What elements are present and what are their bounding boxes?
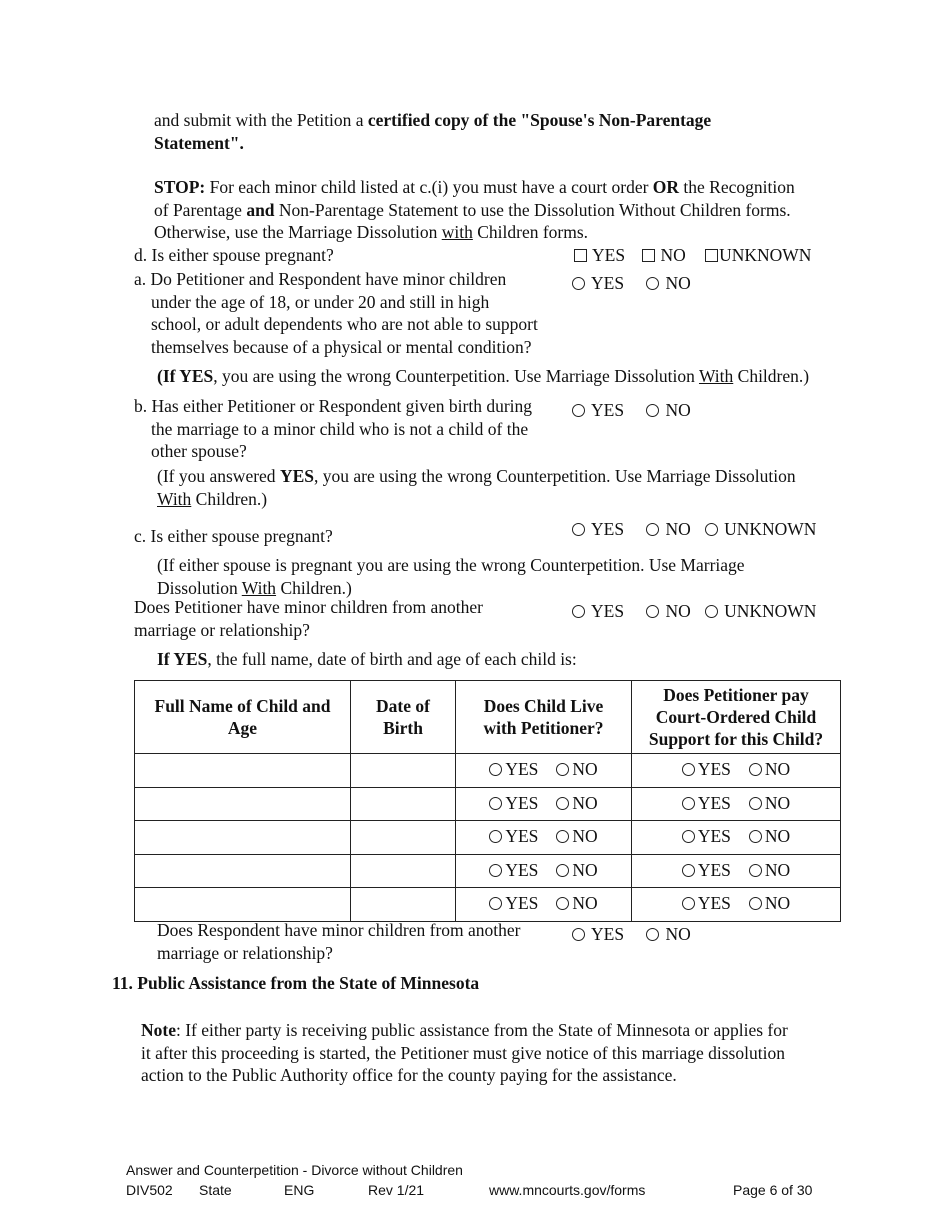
child-support-cell — [632, 821, 841, 855]
question-c-options — [572, 518, 816, 541]
radio-yes[interactable]: YES — [489, 793, 538, 814]
table-row — [135, 854, 841, 888]
radio-unknown[interactable]: UNKNOWN — [705, 518, 816, 541]
radio-no[interactable]: NO — [556, 759, 597, 780]
child-support-cell — [632, 787, 841, 821]
radio-no[interactable]: NO — [646, 923, 690, 946]
child-dob-cell[interactable] — [351, 888, 456, 922]
checkbox-icon — [705, 249, 718, 262]
question-respondent-options — [572, 923, 691, 946]
table-header-row — [135, 681, 841, 754]
radio-no[interactable]: NO — [749, 893, 790, 914]
radio-icon — [556, 897, 569, 910]
radio-no[interactable]: NO — [556, 893, 597, 914]
radio-icon — [556, 864, 569, 877]
radio-icon — [705, 605, 718, 618]
radio-icon — [682, 830, 695, 843]
question-respondent-children: Does Respondent have minor children from another marriage or relationship? — [157, 920, 521, 963]
question-d-options — [574, 244, 811, 267]
child-support-options — [682, 826, 790, 847]
question-petitioner-options — [572, 600, 816, 623]
radio-yes[interactable]: YES — [682, 793, 731, 814]
child-name-cell[interactable] — [135, 821, 351, 855]
lives-with-options — [489, 793, 597, 814]
checkbox-icon — [642, 249, 655, 262]
radio-icon — [646, 277, 659, 290]
radio-yes[interactable]: YES — [572, 600, 624, 623]
radio-no[interactable]: NO — [646, 399, 690, 422]
lives-with-options — [489, 826, 597, 847]
table-row — [135, 821, 841, 855]
radio-no[interactable]: NO — [556, 826, 597, 847]
radio-yes[interactable]: YES — [489, 759, 538, 780]
radio-icon — [749, 797, 762, 810]
radio-yes[interactable]: YES — [572, 399, 624, 422]
child-support-options — [682, 893, 790, 914]
child-support-options — [682, 860, 790, 881]
child-name-cell[interactable] — [135, 787, 351, 821]
question-d-text: d. Is either spouse pregnant? — [134, 245, 334, 265]
child-support-cell — [632, 754, 841, 788]
intro-text: and submit with the Petition a certified copy of the "Spouse's Non-Parentage Statement". — [154, 110, 712, 153]
lives-with-cell — [456, 888, 632, 922]
radio-yes[interactable]: YES — [489, 826, 538, 847]
footer-title: Answer and Counterpetition - Divorce without Children — [126, 1162, 463, 1178]
stop-paragraph: STOP: For each minor child listed at c.(i) you must have a court order OR the Recognition of Parentage and Non-Parentage Statement to use the Dissolution Without Children forms. Otherwise, use the Marriage Dissolution with Children forms. — [154, 177, 795, 242]
radio-icon — [572, 404, 585, 417]
radio-no[interactable]: NO — [749, 826, 790, 847]
checkbox-unknown[interactable]: UNKNOWN — [705, 244, 811, 267]
question-b-text: b. Has either Petitioner or Respondent given birth during the marriage to a minor child who is not a child of the other spouse? — [134, 396, 533, 461]
child-dob-cell[interactable] — [351, 787, 456, 821]
radio-icon — [682, 763, 695, 776]
radio-yes[interactable]: YES — [682, 860, 731, 881]
lives-with-cell — [456, 787, 632, 821]
radio-icon — [646, 605, 659, 618]
radio-unknown[interactable]: UNKNOWN — [705, 600, 816, 623]
child-name-cell[interactable] — [135, 754, 351, 788]
radio-icon — [749, 830, 762, 843]
child-support-cell — [632, 888, 841, 922]
checkbox-icon — [574, 249, 587, 262]
table-row — [135, 754, 841, 788]
radio-icon — [646, 404, 659, 417]
radio-no[interactable]: NO — [646, 600, 690, 623]
radio-icon — [749, 864, 762, 877]
question-c-note: (If either spouse is pregnant you are using the wrong Counterpetition. Use Marriage Dissolution With Children.) — [157, 555, 745, 598]
table-row — [135, 787, 841, 821]
radio-yes[interactable]: YES — [682, 759, 731, 780]
radio-no[interactable]: NO — [749, 759, 790, 780]
question-c-text: c. Is either spouse pregnant? — [134, 526, 333, 546]
radio-icon — [749, 897, 762, 910]
lives-with-options — [489, 860, 597, 881]
radio-no[interactable]: NO — [749, 793, 790, 814]
radio-no[interactable]: NO — [646, 272, 690, 295]
radio-icon — [556, 797, 569, 810]
footer-state: State — [199, 1182, 232, 1198]
radio-icon — [572, 605, 585, 618]
footer-page-number: Page 6 of 30 — [733, 1182, 813, 1198]
radio-icon — [572, 928, 585, 941]
radio-yes[interactable]: YES — [572, 272, 624, 295]
child-support-options — [682, 759, 790, 780]
radio-yes[interactable]: YES — [572, 518, 624, 541]
header-dob: Date of Birth — [351, 681, 456, 754]
radio-yes[interactable]: YES — [682, 893, 731, 914]
radio-icon — [489, 897, 502, 910]
radio-icon — [489, 864, 502, 877]
question-a-text: a. Do Petitioner and Respondent have minor children under the age of 18, or under 20 and still in high school, or adult dependents who are not able to support themselves because of a physical or mental condition? — [134, 269, 538, 357]
question-a-options — [572, 272, 691, 295]
footer-url[interactable]: www.mncourts.gov/forms — [489, 1182, 646, 1198]
lives-with-options — [489, 893, 597, 914]
child-name-cell[interactable] — [135, 854, 351, 888]
header-name-age: Full Name of Child and Age — [135, 681, 351, 754]
radio-icon — [556, 763, 569, 776]
lives-with-cell — [456, 821, 632, 855]
radio-icon — [682, 864, 695, 877]
child-support-options — [682, 793, 790, 814]
question-petitioner-children: Does Petitioner have minor children from another marriage or relationship? — [134, 597, 483, 640]
radio-no[interactable]: NO — [556, 793, 597, 814]
radio-yes[interactable]: YES — [572, 923, 624, 946]
radio-icon — [749, 763, 762, 776]
radio-icon — [572, 523, 585, 536]
lives-with-cell — [456, 854, 632, 888]
radio-no[interactable]: NO — [556, 860, 597, 881]
child-support-cell — [632, 854, 841, 888]
radio-no[interactable]: NO — [749, 860, 790, 881]
if-yes-instruction: If YES, the full name, date of birth and age of each child is: — [157, 649, 577, 669]
child-name-cell[interactable] — [135, 888, 351, 922]
radio-yes[interactable]: YES — [682, 826, 731, 847]
checkbox-yes[interactable]: YES — [574, 244, 625, 267]
radio-icon — [556, 830, 569, 843]
checkbox-no[interactable]: NO — [642, 244, 685, 267]
radio-icon — [572, 277, 585, 290]
lives-with-options — [489, 759, 597, 780]
footer-form-id: DIV502 — [126, 1182, 173, 1198]
child-dob-cell[interactable] — [351, 754, 456, 788]
radio-icon — [705, 523, 718, 536]
table-row — [135, 888, 841, 922]
radio-icon — [682, 797, 695, 810]
question-a-note: (If YES, you are using the wrong Counterpetition. Use Marriage Dissolution With Children.) — [157, 366, 810, 386]
footer-language: ENG — [284, 1182, 315, 1198]
radio-icon — [489, 763, 502, 776]
child-dob-cell[interactable] — [351, 854, 456, 888]
radio-icon — [682, 897, 695, 910]
question-b-options — [572, 399, 691, 422]
lives-with-cell — [456, 754, 632, 788]
section-11-title: 11. Public Assistance from the State of Minnesota — [112, 973, 480, 993]
child-dob-cell[interactable] — [351, 821, 456, 855]
radio-icon — [489, 830, 502, 843]
radio-yes[interactable]: YES — [489, 860, 538, 881]
radio-icon — [646, 523, 659, 536]
radio-yes[interactable]: YES — [489, 893, 538, 914]
section-11-note: Note: If either party is receiving public assistance from the State of Minnesota or applies for it after this proceeding is started, the Petitioner must give notice of this marriage dissolution action to the Public Authority office for the county paying for the assistance. — [141, 1020, 788, 1085]
radio-no[interactable]: NO — [646, 518, 690, 541]
radio-icon — [489, 797, 502, 810]
footer-revision: Rev 1/21 — [368, 1182, 425, 1198]
header-lives-with: Does Child Live with Petitioner? — [456, 681, 632, 754]
header-child-support: Does Petitioner pay Court-Ordered Child Support for this Child? — [632, 681, 841, 754]
children-table — [134, 680, 841, 922]
question-b-note: (If you answered YES, you are using the wrong Counterpetition. Use Marriage Dissolution With Children.) — [157, 466, 796, 509]
radio-icon — [646, 928, 659, 941]
